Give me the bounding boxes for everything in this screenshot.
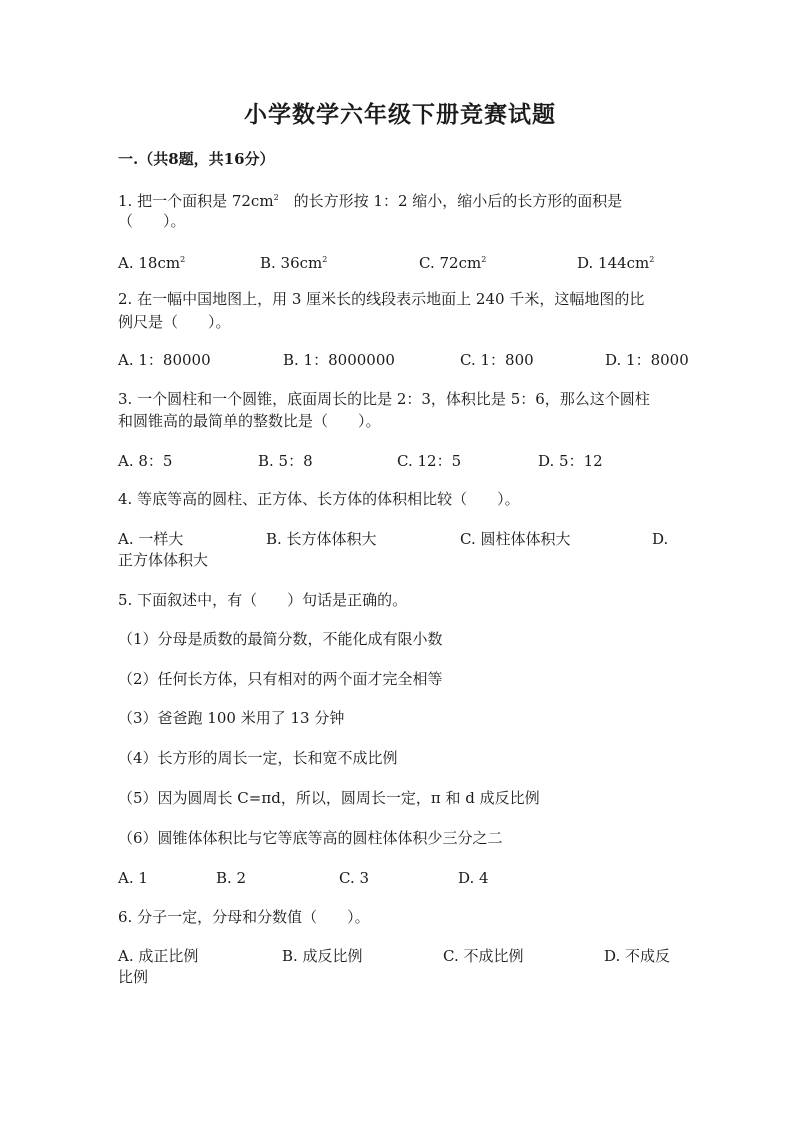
question-1-text-part1: 1. 把一个面积是 72cm (118, 192, 274, 210)
question-2-text: 2. 在一幅中国地图上，用 3 厘米长的线段表示地面上 240 千米，这幅地图的比 (118, 290, 645, 308)
question-6-text: 6. 分子一定，分母和分数值（ ）。 (118, 908, 370, 926)
question-2-text-line2: 例尺是（ ）。 (118, 313, 231, 331)
question-4-text: 4. 等底等高的圆柱、正方体、长方体的体积相比较（ ）。 (118, 490, 520, 508)
page-title: 小学数学六年级下册竞赛试题 (244, 101, 556, 128)
question-4-option-b[interactable]: B. 长方体体积大 (266, 530, 377, 548)
question-4-option-c[interactable]: C. 圆柱体体积大 (460, 530, 571, 548)
question-3-option-d[interactable]: D. 5：12 (538, 452, 603, 470)
question-1-text (118, 188, 622, 211)
question-3-text-line2: 和圆锥高的最简单的整数比是（ ）。 (118, 412, 381, 430)
option-superscript: 2 (481, 255, 487, 264)
question-1-option-c[interactable] (419, 250, 486, 273)
question-5-statement-1: （1）分母是质数的最简分数，不能化成有限小数 (118, 630, 443, 648)
question-5-statement-6: （6）圆锥体体积比与它等底等高的圆柱体体积少三分之二 (118, 829, 503, 847)
question-5-option-a[interactable]: A. 1 (118, 869, 148, 887)
question-2-option-c[interactable]: C. 1：800 (460, 351, 534, 369)
question-4-option-a[interactable]: A. 一样大 (118, 530, 184, 548)
option-label: C. 72cm (419, 254, 482, 272)
question-1-superscript: 2 (273, 193, 279, 202)
question-6-option-d-continued: 比例 (118, 968, 149, 986)
section-header: 一.（共8题，共16分） (118, 150, 275, 168)
question-5-option-c[interactable]: C. 3 (339, 869, 370, 887)
question-5-statement-3: （3）爸爸跑 100 米用了 13 分钟 (118, 709, 345, 727)
question-1-text-part2: 的长方形按 1：2 缩小，缩小后的长方形的面积是 (278, 192, 623, 210)
question-5-statement-5: （5）因为圆周长 C=πd，所以，圆周长一定，π 和 d 成反比例 (118, 789, 540, 807)
option-superscript: 2 (322, 255, 328, 264)
question-1-text-line2: （ ）。 (118, 212, 186, 230)
option-label: B. 36cm (260, 254, 323, 272)
question-5-option-d[interactable]: D. 4 (458, 869, 489, 887)
question-6-option-c[interactable]: C. 不成比例 (443, 947, 524, 965)
option-superscript: 2 (649, 255, 655, 264)
question-3-option-b[interactable]: B. 5：8 (258, 452, 313, 470)
question-3-option-c[interactable]: C. 12：5 (397, 452, 462, 470)
option-superscript: 2 (180, 255, 186, 264)
question-3-option-a[interactable]: A. 8：5 (118, 452, 173, 470)
question-1-option-b[interactable] (260, 250, 327, 273)
question-6-option-d[interactable]: D. 不成反 (604, 947, 671, 965)
question-4-option-d[interactable]: D. (652, 530, 669, 548)
question-5-statement-4: （4）长方形的周长一定，长和宽不成比例 (118, 749, 398, 767)
question-3-text: 3. 一个圆柱和一个圆锥，底面周长的比是 2：3，体积比是 5：6，那么这个圆柱 (118, 390, 650, 408)
option-label: D. 144cm (577, 254, 650, 272)
question-2-option-d[interactable]: D. 1：8000 (605, 351, 689, 369)
question-5-option-b[interactable]: B. 2 (216, 869, 247, 887)
question-5-text: 5. 下面叙述中，有（ ）句话是正确的。 (118, 591, 408, 609)
question-2-option-a[interactable]: A. 1：80000 (118, 351, 211, 369)
question-4-option-d-continued: 正方体体积大 (118, 551, 209, 569)
question-5-statement-2: （2）任何长方体，只有相对的两个面才完全相等 (118, 670, 443, 688)
option-label: A. 18cm (118, 254, 181, 272)
question-1-option-a[interactable] (118, 250, 185, 273)
question-6-option-a[interactable]: A. 成正比例 (118, 947, 199, 965)
question-6-option-b[interactable]: B. 成反比例 (282, 947, 363, 965)
question-2-option-b[interactable]: B. 1：8000000 (283, 351, 395, 369)
question-1-option-d[interactable] (577, 250, 654, 273)
